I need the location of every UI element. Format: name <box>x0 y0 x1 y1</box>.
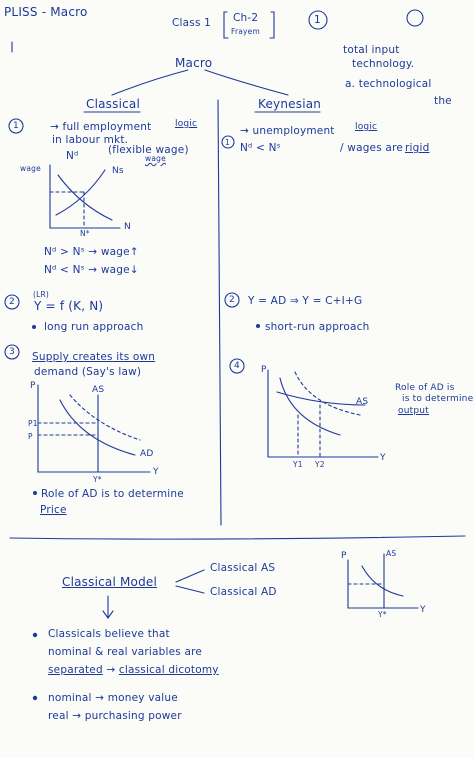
mini-ad-curve <box>362 566 403 596</box>
classical-point-1-number: 1 <box>13 121 19 131</box>
page-separator <box>10 536 465 539</box>
top-right-note-1: total input <box>343 44 400 56</box>
classical-model-title: Classical Model <box>62 575 158 589</box>
page-number: 1 <box>314 14 321 26</box>
classical-ad-role-note: Role of AD is to determine <box>41 488 184 500</box>
classical-p1-wage: wage <box>145 154 166 163</box>
classical-long-run-note: long run approach <box>44 321 144 333</box>
classical-p1-line2: in labour mkt. <box>52 134 129 146</box>
classical-dichotomy-term: classical dicotomy <box>118 664 219 676</box>
keynes-graph-axes <box>268 370 378 457</box>
classical-graph-y-axis: Y <box>153 467 159 477</box>
classical-p1-line1: → full employment <box>50 121 152 133</box>
keynes-output-equation: Y = AD ⇒ Y = C+I+G <box>248 295 363 307</box>
classical-point-2-number: 2 <box>9 297 15 307</box>
header-bracket-right <box>270 12 274 38</box>
classical-p2-sup: (LR) <box>33 290 50 299</box>
real-definition: real → purchasing power <box>48 710 182 722</box>
keynes-ad-role-3: output <box>398 406 429 416</box>
classical-eq-excess-demand: Nᵈ > Nˢ → wage↑ <box>44 246 139 258</box>
classical-graph-ystar-label: Y* <box>93 475 102 484</box>
keynes-p1-rigid: rigid <box>405 142 430 154</box>
keynes-point-4-number: 4 <box>234 361 240 371</box>
top-right-note-2: technology. <box>352 58 415 70</box>
keynes-point-1-number: 1 <box>225 138 230 147</box>
classical-p1-line3: (flexible wage) <box>108 144 189 156</box>
tree-branch-right <box>205 70 288 95</box>
classical-graph-p-label: P <box>28 432 33 441</box>
mini-graph-y-axis: Y <box>420 605 426 615</box>
mini-graph-as-label: AS <box>386 549 397 558</box>
classical-graph-as-label: AS <box>92 385 105 395</box>
keynes-p1-wages: / wages are <box>340 142 404 154</box>
classical-eq-excess-supply: Nᵈ < Nˢ → wage↓ <box>44 264 139 276</box>
model-branch-up <box>176 570 204 582</box>
corner-circle <box>407 10 423 26</box>
model-arrow-down <box>103 596 113 618</box>
tree-branch-left <box>112 70 188 95</box>
classical-ad-role-price: Price <box>40 504 67 516</box>
says-law-line2: demand (Say's law) <box>34 366 142 378</box>
labour-ns-label: Ns <box>112 166 124 176</box>
keynes-graph-p-axis: P <box>261 365 267 375</box>
tree-root-macro: Macro <box>175 56 213 70</box>
classical-ad2-curve <box>70 395 140 440</box>
tree-keynesian: Keynesian <box>258 97 322 111</box>
labour-n-axis-label: N <box>124 222 131 232</box>
classical-model-branch-ad: Classical AD <box>210 586 277 598</box>
classical-model-branch-as: Classical AS <box>210 562 276 574</box>
labour-nd-label: Nᵈ <box>66 150 79 162</box>
keynes-p1-inequality: Nᵈ < Nˢ <box>240 142 281 154</box>
labour-wage-axis-label: wage <box>20 164 41 173</box>
keynes-ad-role-1: Role of AD is <box>395 383 455 393</box>
classical-point-3-number: 3 <box>9 347 15 357</box>
keynes-ad-role-2: is to determine <box>402 394 474 404</box>
classical-p1-logic: logic <box>175 119 198 129</box>
keynes-point-2-number: 2 <box>229 295 235 305</box>
classical-production-function: Y = f (K, N) <box>34 299 104 313</box>
keynes-graph-y-axis: Y <box>380 453 386 463</box>
header-bracket-left <box>224 12 228 38</box>
says-law-line1: Supply creates its own <box>32 351 156 363</box>
model-branch-down <box>176 586 204 593</box>
chapter-sub-label: Frayem <box>231 27 261 36</box>
page-title: PLISS - Macro <box>4 5 88 19</box>
top-right-note-3: a. technological <box>345 78 432 90</box>
labour-nstar-label: N* <box>80 229 90 238</box>
keynes-graph-y2-label: Y2 <box>315 460 325 469</box>
classical-graph-axes <box>38 385 150 472</box>
keynes-as-line <box>277 392 365 405</box>
labour-demand-curve <box>58 175 112 220</box>
classicals-belief-line2: nominal & real variables are <box>48 646 203 658</box>
center-divider <box>218 100 221 525</box>
class-label: Class 1 <box>172 17 212 29</box>
classicals-belief-line1: Classicals believe that <box>48 628 170 640</box>
top-right-note-4: the <box>434 95 452 107</box>
chapter-label: Ch-2 <box>233 12 259 24</box>
keynes-short-run-note: short-run approach <box>265 321 370 333</box>
keynes-p1-logic: logic <box>355 122 378 132</box>
classical-graph-p1-label: P1 <box>28 419 38 428</box>
mini-graph-p-axis: P <box>341 551 347 561</box>
classical-graph-p-axis: P <box>30 381 36 391</box>
classical-graph-ad-label: AD <box>140 449 154 459</box>
mini-graph-axes <box>348 560 418 608</box>
keynes-ad2-curve <box>295 372 360 415</box>
keynes-p1-line: → unemployment <box>240 125 335 137</box>
tree-classical: Classical <box>86 97 140 111</box>
nominal-definition: nominal → money value <box>48 692 178 704</box>
keynes-graph-as-label: AS <box>356 397 369 407</box>
classicals-belief-line3: separated → classical dicotomy <box>48 664 219 676</box>
mini-graph-ystar-label: Y* <box>378 610 387 619</box>
keynes-graph-y1-label: Y1 <box>293 460 303 469</box>
